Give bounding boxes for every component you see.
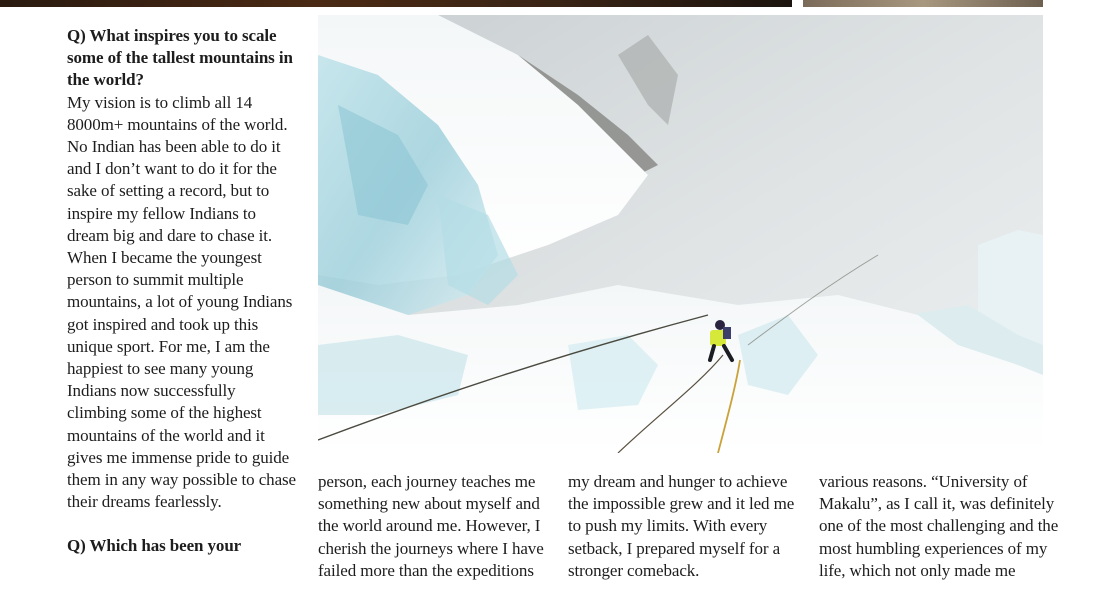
body-paragraph: my dream and hunger to achieve the impossible grew and it led me to push my limits. With every setback, I prepared myself for a stronger comeback. [568, 472, 795, 580]
text-column-3 [568, 471, 808, 582]
top-right-photo-strip [803, 0, 1043, 7]
body-paragraph: person, each journey teaches me something new about myself and the world around me. However, I cherish the journeys where I have failed more than the expeditions [318, 472, 544, 580]
question-heading: Q) Which has been your [67, 536, 242, 556]
text-column-1 [67, 25, 297, 558]
text-column-2 [318, 471, 558, 582]
question-heading: Q) What inspires you to scale some of the tallest mountains in the world? [67, 26, 293, 90]
text-column-4 [819, 471, 1059, 582]
body-paragraph: various reasons. “University of Makalu”, as I call it, was definitely one of the most challenging and the most humbling experiences of my life, which not only made me [819, 472, 1059, 580]
top-photo-strip [0, 0, 792, 7]
climber-photo [318, 15, 1043, 453]
answer-paragraph: My vision is to climb all 14 8000m+ mountains of the world. No Indian has been able to do it and I don’t want to do it for the sake of setting a record, but to inspire my fellow Indians to dream big and dare to chase it. When I became the youngest person to summit multiple mountains, a lot of young Indians got inspired and took up this unique sport. For me, I am the happiest to see many young Indians now successfully climbing some of the highest mountains of the world and it gives me immense pride to guide them in any way possible to chase their dreams fearlessly. [67, 92, 296, 512]
